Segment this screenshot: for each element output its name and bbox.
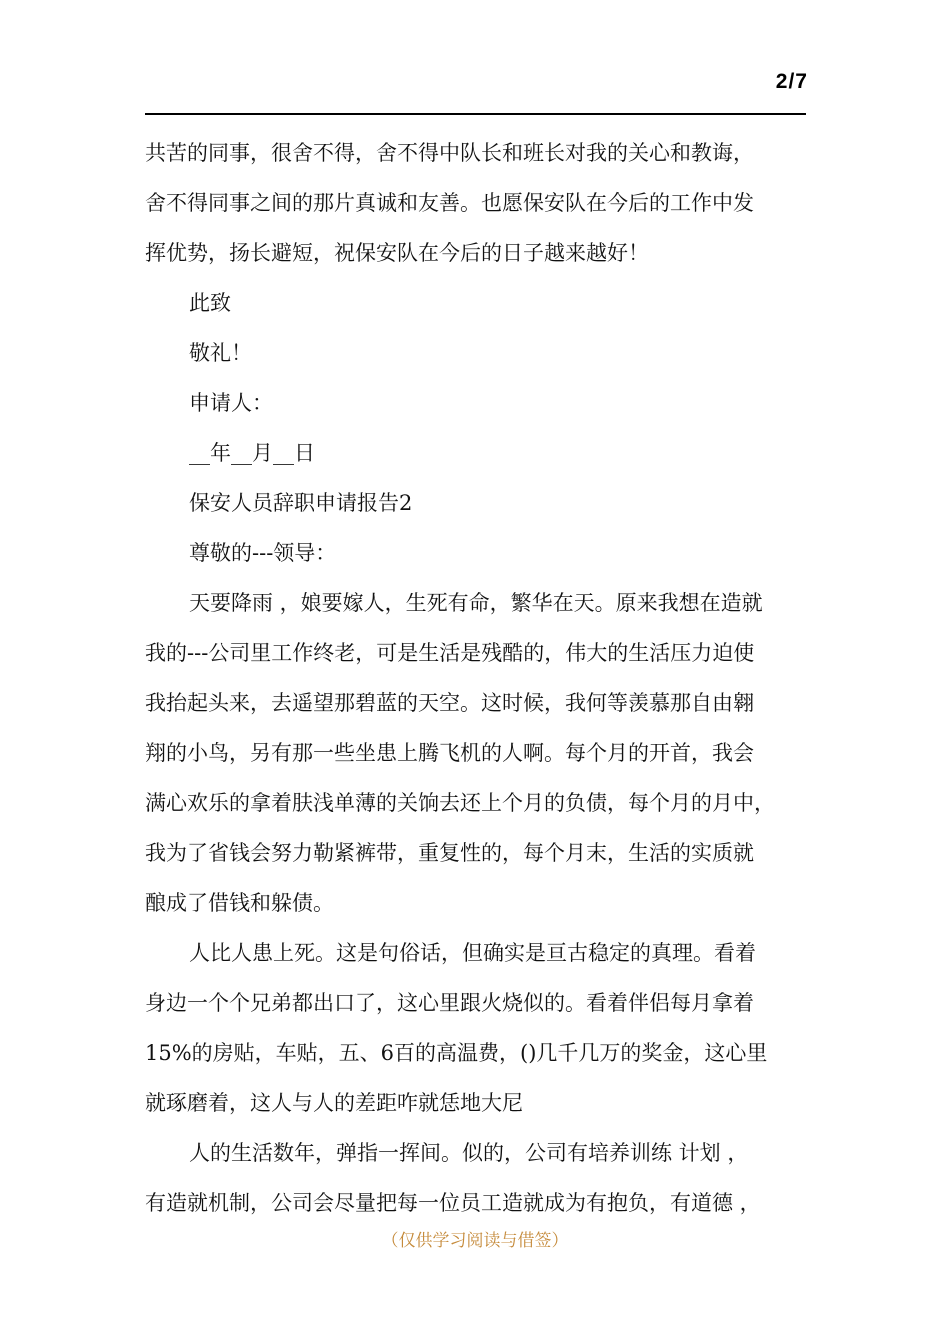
body-line: 我抬起头来，去遥望那碧蓝的天空。这时候，我何等羡慕那自由翱 [145,691,754,715]
body-line: 身边一个个兄弟都出口了，这心里跟火烧似的。看着伴侣每月拿着 [145,991,754,1015]
letter-greeting: 尊敬的---领导： [189,541,337,565]
body-line: 我为了省钱会努力勒紧裤带，重复性的，每个月末，生活的实质就 [145,841,754,865]
page-number: 2/7 [775,70,808,93]
applicant-label: 申请人： [189,391,273,415]
body-line: 人比人患上死。这是句俗话，但确实是亘古稳定的真理。看着 [189,941,756,965]
body-line: 我的---公司里工作终老，可是生活是残酷的，伟大的生活压力迫使 [145,641,755,665]
header-rule [145,113,806,115]
body-line: 酿成了借钱和躲债。 [145,891,334,915]
closing-salutation: 此致 [189,291,231,315]
closing-regards: 敬礼！ [189,341,252,365]
footer-note: （仅供学习阅读与借签） [381,1231,569,1251]
body-line: 舍不得同事之间的那片真诚和友善。也愿保安队在今后的工作中发 [145,191,754,215]
body-line: 满心欢乐的拿着肤浅单薄的关饷去还上个月的负债，每个月的月中， [145,791,775,815]
body-line: 挥优势，扬长避短，祝保安队在今后的日子越来越好！ [145,241,649,265]
body-line: 15%的房贴，车贴，五、6百的高温费，()几千几万的奖金，这心里 [145,1041,768,1065]
body-line: 人的生活数年，弹指一挥间。似的，公司有培养训练 计划 ， [189,1141,749,1165]
body-line: 共苦的同事，很舍不得，舍不得中队长和班长对我的关心和教诲， [145,141,754,165]
date-placeholder: __年__月__日 [189,441,315,465]
document-body [145,128,825,1228]
body-line: 天要降雨 ，娘要嫁人，生死有命，繁华在天。原来我想在造就 [189,591,763,615]
body-line: 就琢磨着，这人与人的差距咋就恁地大尼 [145,1091,523,1115]
body-line: 有造就机制，公司会尽量把每一位员工造就成为有抱负，有道德 ， [145,1191,761,1215]
section-title: 保安人员辞职申请报告2 [189,491,413,515]
body-line: 翔的小鸟，另有那一些坐患上腾飞机的人啊。每个月的开首，我会 [145,741,754,765]
